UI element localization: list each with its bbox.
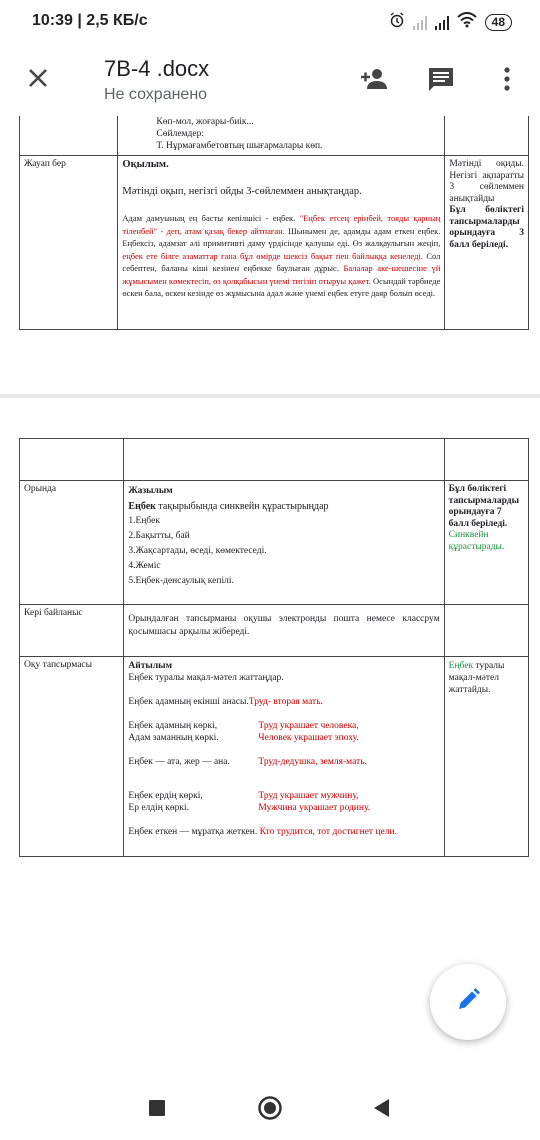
proverb-ru: Труд- вторая мать.	[248, 697, 323, 707]
lesson-table-part1	[19, 116, 529, 330]
list-item: 3.Жақсартады, өседі, көмектеседі.	[128, 546, 267, 556]
text-line: Т. Нұрмағамбетовтың шығармалары көп.	[156, 141, 323, 151]
criteria-text: Синквейн құрастырады.	[448, 530, 505, 552]
criteria-text: Мәтінді оқиды. Негізгі ақпаратты 3 сөйлеммен анықтайды	[449, 159, 524, 204]
proverb-2	[128, 720, 439, 744]
comment-icon[interactable]	[424, 62, 458, 96]
section-heading: Жазылым	[128, 486, 173, 496]
proverb-kz: Еңбек ердің көркі,	[128, 791, 203, 801]
text-segment: Адам дамуының ең басты кепілшісі - еңбек.	[122, 213, 300, 223]
proverb-ru: Мужчина украшает родину.	[258, 803, 371, 813]
alarm-icon	[389, 12, 405, 33]
edit-button[interactable]	[430, 964, 506, 1040]
text-segment: Сол себептен, баланы кіші кезінен еңбекке баулыған дұрыс.	[122, 250, 441, 273]
back-icon[interactable]	[372, 1098, 390, 1123]
proverb-kz: Адам заманның көркі.	[128, 733, 219, 743]
status-bar	[0, 0, 540, 44]
task-rest: тақырыбында синквейн құрастырыңдар	[155, 501, 329, 512]
section-heading: Оқылым.	[122, 159, 169, 170]
criteria-text: туралы мақал-мәтел жаттайды.	[448, 661, 505, 695]
list-item: 5.Еңбек-денсаулық кепілі.	[128, 576, 234, 586]
proverb-ru: Труд-дедушка, земля-мать.	[258, 757, 367, 767]
add-person-icon[interactable]	[358, 62, 392, 96]
text-line: Сөйлемдер:	[156, 129, 205, 139]
proverb-5	[128, 826, 439, 838]
close-icon[interactable]	[24, 64, 52, 92]
proverb-ru: Труд украшает человека,	[258, 721, 359, 731]
text-segment: еңбек ете білге азаматтар ғана бұл өмірде шексіз бақыт пен байлыққа кенеледі.	[122, 250, 423, 261]
list-item: 4.Жеміс	[128, 561, 161, 571]
proverb-ru: Труд украшает мужчину,	[258, 791, 359, 801]
pencil-icon	[454, 986, 482, 1019]
text-line: Көп-мол, жоғары-биік...	[156, 117, 254, 127]
proverb-1	[128, 696, 439, 708]
more-options-icon[interactable]	[490, 62, 524, 96]
points-text: Бұл бөліктегі тапсырмаларды орындауға 3 балл беріледі.	[449, 205, 524, 250]
text-segment: Осындай тәрбиеде өскен бала, өскен кезінде өз жұмысына адал және үнемі еңбек етуге даяр болып өседі.	[122, 275, 441, 298]
proverb-kz: Еңбек еткен — мұратқа жеткен.	[128, 827, 258, 837]
recents-icon[interactable]	[149, 1100, 165, 1121]
list-item: 2.Бақытты, бай	[128, 531, 190, 541]
battery-indicator: 48	[485, 14, 512, 31]
proverb-kz: Еңбек адамның екінші анасы.	[128, 697, 249, 707]
section-heading: Айтылым	[128, 661, 173, 671]
proverb-4	[128, 790, 439, 814]
row-label: Кері байланыс	[20, 605, 124, 657]
lesson-table-part2	[19, 438, 529, 857]
proverb-kz: Ер елдің көркі.	[128, 803, 189, 813]
task-text	[128, 499, 439, 514]
app-bar	[0, 44, 540, 116]
row-label: Жауап бер	[20, 156, 118, 330]
text-segment: Шынымен де, адамды адам еткен еңбек. Еңбексіз, адамзат әлі примитивті даму үрдісінде қалушы еді. Өз жалқаулығын жеңіп,	[122, 225, 441, 248]
document-title: 7B-4 .docx	[104, 56, 210, 81]
proverb-ru: Кто трудится, тот достигнет цели.	[259, 827, 397, 837]
task-keyword: Еңбек	[128, 501, 156, 512]
text-segment: Балалар аке-шешесіне үй жұмысымен көмектесіп, өз қолқабысын үнемі тигізіп отыруы қажет.	[122, 263, 441, 286]
signal-weak-icon	[413, 16, 427, 30]
task-text: Мәтінді оқып, негізгі ойды 3-сөйлеммен анықтаңдар.	[122, 185, 362, 197]
navigation-bar	[0, 1076, 540, 1140]
feedback-text: Орындалған тапсырманы оқушы электронды пошта немесе классрум қосымшасы арқылы жібереді.	[124, 605, 444, 657]
task-text: Еңбек туралы мақал-мәтел жаттаңдар.	[128, 673, 284, 683]
page-break	[0, 394, 540, 398]
reading-text	[122, 212, 440, 300]
wifi-icon	[457, 12, 477, 33]
proverb-kz: Еңбек — ата, жер — ана.	[128, 757, 230, 767]
row-label: Оқу тапсырмасы	[20, 657, 124, 857]
proverb-3	[128, 756, 439, 768]
document-view[interactable]	[0, 116, 540, 1076]
proverb-kz: Еңбек адамның көркі,	[128, 721, 218, 731]
proverb-ru: Человек украшает эпоху.	[258, 733, 359, 743]
signal-icon	[435, 16, 449, 30]
criteria-keyword: Еңбек	[448, 661, 474, 671]
points-text: Бұл бөліктегі тапсырмаларды орындауға 7 балл беріледі.	[448, 484, 520, 529]
text-segment: "Еңбек етсең ерінбей, тояды қарның тіленбей" - деп, атам қазақ бекер айтпаған.	[122, 213, 441, 236]
list-item: 1.Еңбек	[128, 516, 160, 526]
status-icons	[389, 12, 512, 33]
save-status: Не сохранено	[104, 86, 208, 103]
status-time: 10:39 | 2,5 КБ/с	[32, 12, 148, 29]
home-icon[interactable]	[257, 1095, 283, 1126]
row-label: Орында	[20, 481, 124, 605]
